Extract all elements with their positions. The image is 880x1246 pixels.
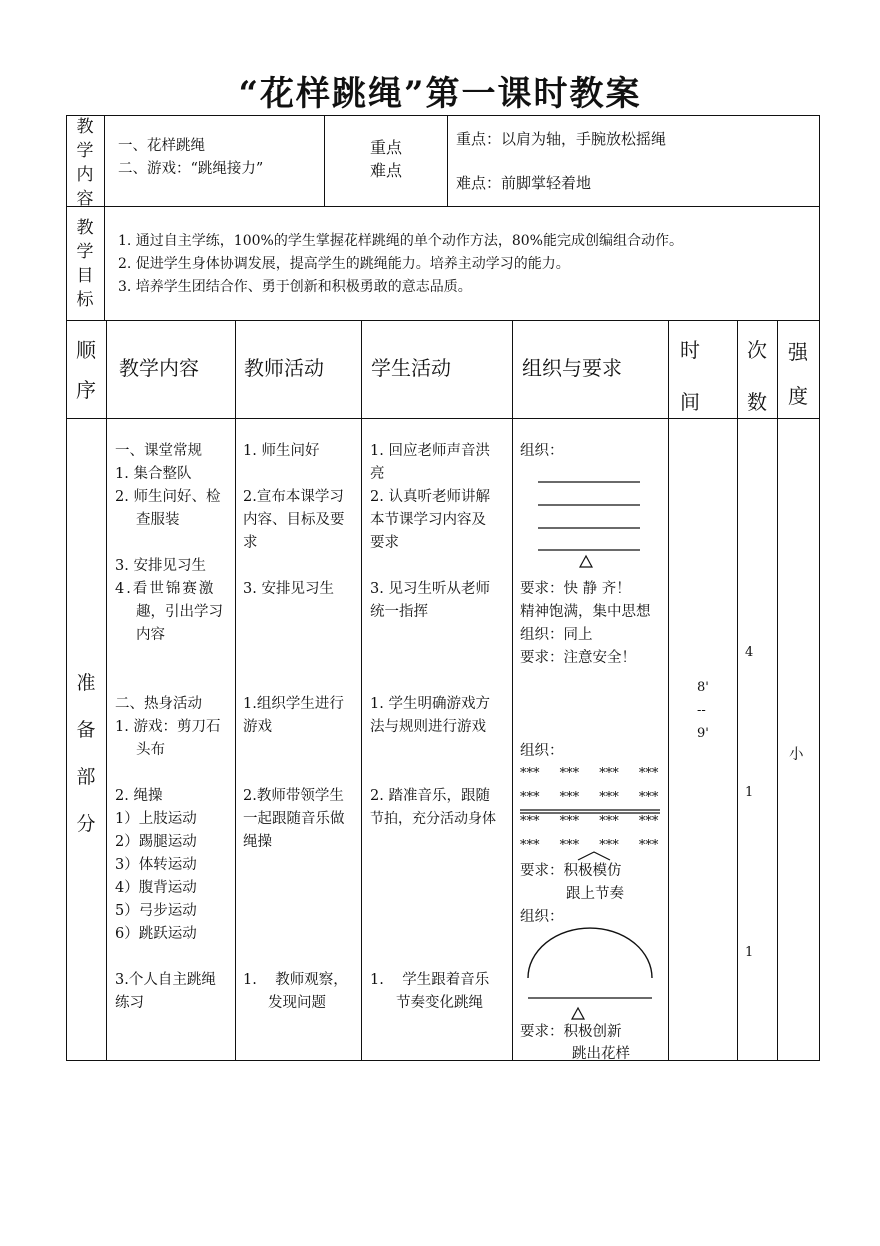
content-line: 头布 xyxy=(136,742,165,758)
content-line: 内容 xyxy=(136,627,165,643)
org-line: 要求：注意安全！ xyxy=(520,650,636,666)
goal-item-3: 3. 培养学生团结合作、勇于创新和积极勇敢的意志品质。 xyxy=(118,279,472,295)
page-title: “花样跳绳”第一课时教案 xyxy=(238,74,642,114)
row-divider xyxy=(66,320,820,321)
count-value: 4 xyxy=(745,645,754,660)
goals-label: 教 学 目 标 xyxy=(76,218,94,310)
difficult-label: 难点 xyxy=(370,161,403,180)
content-item-1: 一、花样跳绳 xyxy=(118,138,205,154)
teacher-line: 2.教师带领学生 xyxy=(243,788,344,804)
content-line: 1. 集合整队 xyxy=(115,466,192,482)
student-line: 法与规则进行游戏 xyxy=(370,719,486,735)
content-line: 6）跳跃运动 xyxy=(115,926,197,942)
header-order: 顺 序 xyxy=(76,338,96,402)
org-line: 要求：积极模仿 xyxy=(520,863,622,879)
org-line: 精神饱满，集中思想 xyxy=(520,604,651,620)
content-line: 4）腹背运动 xyxy=(115,880,197,896)
org-line: 组织： xyxy=(520,909,564,925)
content-line: 一、课堂常规 xyxy=(115,443,202,459)
time-separator: -- xyxy=(697,703,706,718)
student-line: 1. 学生跟着音乐 xyxy=(370,972,490,988)
col-divider xyxy=(324,115,325,206)
header-time: 时 间 xyxy=(680,338,700,414)
org-line: 跳出花样 xyxy=(572,1046,630,1062)
teacher-line: 1.组织学生进行 xyxy=(243,696,344,712)
content-line: 4.看世锦赛激 xyxy=(115,581,216,597)
content-line: 1. 游戏：剪刀石 xyxy=(115,719,221,735)
content-line: 查服装 xyxy=(136,512,180,528)
count-value: 1 xyxy=(745,785,754,800)
org-line: 组织： xyxy=(520,443,564,459)
org-line: 跟上节奏 xyxy=(566,886,624,902)
content-line: 2. 师生问好、检 xyxy=(115,489,221,505)
content-line: 趣，引出学习 xyxy=(136,604,223,620)
difficult-point: 难点：前脚掌轻着地 xyxy=(456,174,592,192)
col-divider xyxy=(447,115,448,206)
student-stars-row: *** *** *** *** xyxy=(520,790,659,805)
semicircle-formation-diagram xyxy=(520,920,660,1026)
col-divider xyxy=(512,320,513,1060)
key-label: 重点 xyxy=(370,138,403,157)
teacher-triangle-icon xyxy=(580,556,592,567)
time-value: 9' xyxy=(697,726,709,741)
content-line: 5）弓步运动 xyxy=(115,903,197,919)
student-line: 亮 xyxy=(370,466,385,482)
teacher-triangle-icon xyxy=(572,1008,584,1019)
content-label: 教 学 内 容 xyxy=(76,117,94,209)
row-divider xyxy=(66,206,820,207)
table-border-bottom xyxy=(66,1060,820,1061)
key-point: 重点：以肩为轴，手腕放松摇绳 xyxy=(456,130,667,148)
content-line: 二、热身活动 xyxy=(115,696,202,712)
student-line: 节拍，充分活动身体 xyxy=(370,811,496,827)
header-student: 学生活动 xyxy=(371,356,451,380)
col-divider xyxy=(737,320,738,1060)
teacher-line: 3. 安排见习生 xyxy=(243,581,334,597)
table-border-right xyxy=(819,115,820,1061)
content-line: 练习 xyxy=(115,995,144,1011)
org-line: 要求：快 静 齐！ xyxy=(520,581,631,597)
org-line: 要求：积极创新 xyxy=(520,1024,622,1040)
teacher-line: 发现问题 xyxy=(268,995,326,1011)
col-divider xyxy=(668,320,669,1060)
teacher-line: 游戏 xyxy=(243,719,272,735)
content-line: 2. 绳操 xyxy=(115,788,163,804)
line-formation-diagram xyxy=(530,474,650,574)
student-line: 2. 认真听老师讲解 xyxy=(370,489,490,505)
row-divider xyxy=(66,418,820,419)
student-line: 2. 踏准音乐，跟随 xyxy=(370,788,490,804)
student-line: 3. 见习生听从老师 xyxy=(370,581,490,597)
header-organization: 组织与要求 xyxy=(522,356,622,380)
table-border-top xyxy=(66,115,820,116)
col-divider xyxy=(361,320,362,1060)
time-value: 8' xyxy=(697,680,709,695)
header-intensity: 强 度 xyxy=(788,340,808,408)
teacher-line: 2.宣布本课学习 xyxy=(243,489,344,505)
student-stars-row: *** *** *** *** xyxy=(520,814,659,829)
section-label: 准 备 部 分 xyxy=(76,672,96,835)
teacher-line: 内容、目标及要 xyxy=(243,512,345,528)
student-line: 节奏变化跳绳 xyxy=(396,995,483,1011)
header-count: 次 数 xyxy=(747,338,767,414)
student-line: 本节课学习内容及 xyxy=(370,512,486,528)
intensity-value: 小 xyxy=(789,747,804,763)
teacher-line: 一起跟随音乐做 xyxy=(243,811,345,827)
header-content: 教学内容 xyxy=(119,356,199,380)
teacher-chevron-icon xyxy=(578,852,610,860)
org-line: 组织： xyxy=(520,743,564,759)
teacher-line: 1. 教师观察， xyxy=(243,972,348,988)
teacher-line: 求 xyxy=(243,535,258,551)
content-line: 3.个人自主跳绳 xyxy=(115,972,216,988)
count-value: 1 xyxy=(745,945,754,960)
org-line: 组织：同上 xyxy=(520,627,593,643)
content-line: 3. 安排见习生 xyxy=(115,558,206,574)
col-divider xyxy=(104,115,105,320)
student-line: 统一指挥 xyxy=(370,604,428,620)
goal-item-1: 1. 通过自主学练，100%的学生掌握花样跳绳的单个动作方法，80%能完成创编组合动作。 xyxy=(118,233,683,249)
student-stars-row: *** *** *** *** xyxy=(520,838,659,853)
student-line: 1. 学生明确游戏方 xyxy=(370,696,490,712)
teacher-line: 绳操 xyxy=(243,834,272,850)
content-line: 2）踢腿运动 xyxy=(115,834,197,850)
teacher-line: 1. 师生问好 xyxy=(243,443,320,459)
table-border-left xyxy=(66,115,67,1061)
col-divider xyxy=(235,320,236,1060)
goal-item-2: 2. 促进学生身体协调发展，提高学生的跳绳能力。培养主动学习的能力。 xyxy=(118,256,570,272)
student-line: 1. 回应老师声音洪 xyxy=(370,443,490,459)
content-item-2: 二、游戏：“跳绳接力” xyxy=(118,161,264,177)
student-stars-row: *** *** *** *** xyxy=(520,766,659,781)
content-line: 1）上肢运动 xyxy=(115,811,197,827)
col-divider xyxy=(777,320,778,1060)
student-line: 要求 xyxy=(370,535,399,551)
stars-formation-lines xyxy=(518,806,668,862)
content-line: 3）体转运动 xyxy=(115,857,197,873)
col-divider xyxy=(106,320,107,1060)
header-teacher: 教师活动 xyxy=(244,356,324,380)
